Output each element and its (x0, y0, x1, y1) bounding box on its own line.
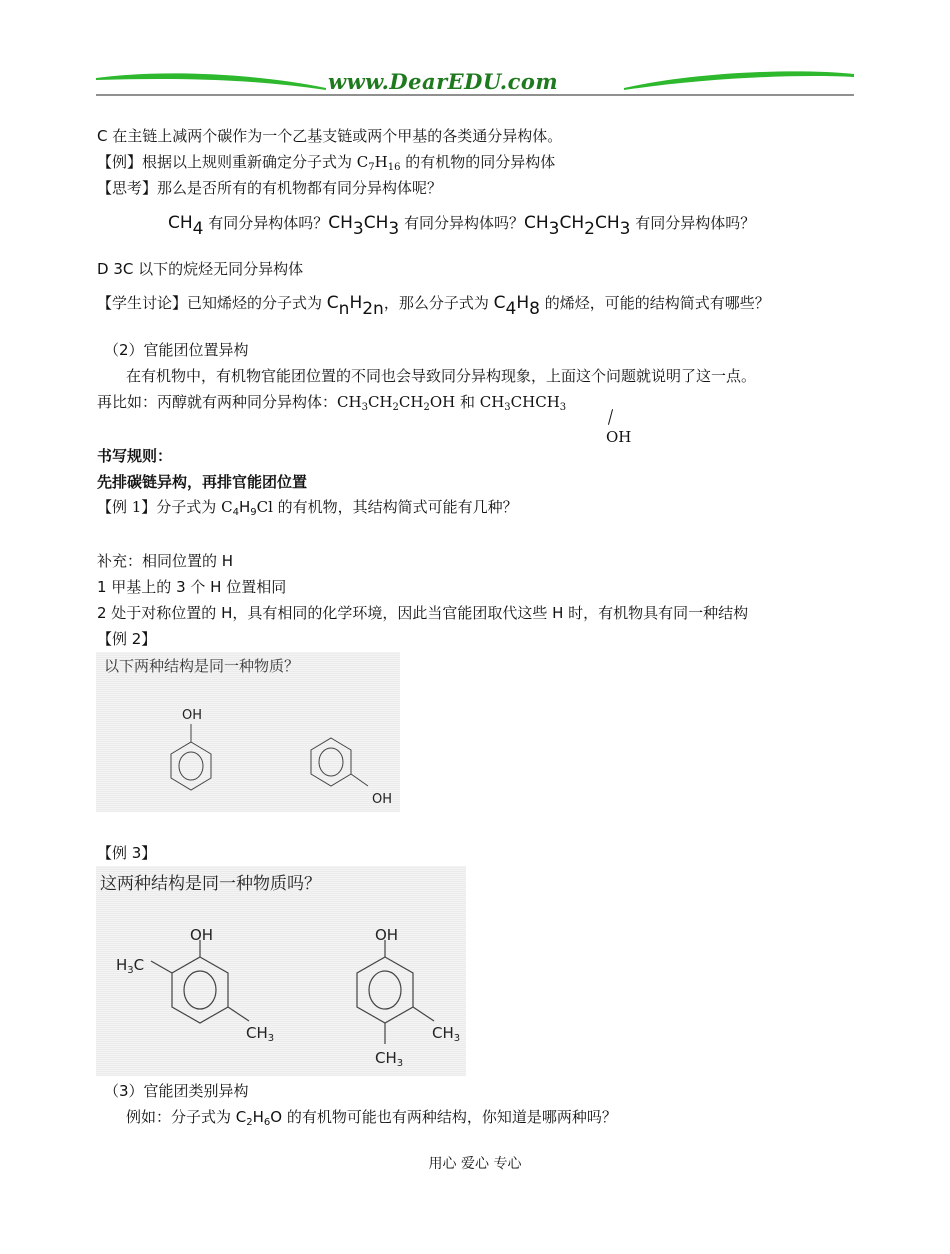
text-segment: 有同分异构体吗？ (399, 214, 525, 232)
subscript: 2n (362, 299, 384, 319)
figure-2-h3c-label: $H_3C$ (116, 956, 145, 976)
formula-part: CH (559, 213, 585, 233)
text-line-think: 【思考】那么是否所有的有机物都有同分异构体呢？ (97, 179, 443, 197)
subscript: 2 (246, 1117, 253, 1128)
propanol-oh-label: OH (606, 428, 632, 446)
subscript: 3 (352, 219, 364, 239)
formula-part: H (516, 293, 530, 313)
subscript: 4 (232, 507, 239, 518)
example-1-line (97, 497, 518, 517)
figure-2-ch3-right-side: $CH_3$ (432, 1024, 461, 1044)
text-line-1: C 在主链上减两个碳作为一个乙基支链或两个甲基的各类通分异构体。 (97, 127, 563, 145)
text-segment: 【例 1】分子式为 C (97, 498, 233, 516)
paragraph-line-2 (97, 392, 566, 412)
rules-body: 先排碳链异构，再排官能团位置 (97, 473, 308, 491)
subscript: 2 (584, 219, 595, 239)
subscript: 6 (263, 1117, 271, 1128)
text-segment: 再比如：丙醇就有两种同分异构体：CH (97, 393, 362, 411)
subscript: 3 (619, 219, 631, 239)
figure-2-ch3-right-bottom: $CH_3$ (375, 1049, 404, 1069)
subscript: n (338, 299, 350, 319)
text-segment: 有同分异构体吗？ (630, 214, 756, 232)
propanol-bond-line (608, 409, 613, 425)
propanol-formulas: $_3CH_2CH_2OH$ 和 $CH_3CHCH_3$ (361, 393, 567, 413)
formula-part: CH (328, 213, 353, 233)
subscript: 3 (388, 219, 400, 239)
formula-part: CH (524, 213, 549, 233)
text-segment: 的有机物的同分异构体 (400, 153, 556, 171)
text-segment: Cl 的有机物，其结构简式可能有几种？ (256, 498, 518, 516)
figure-1-oh-top: OH (182, 708, 203, 723)
text-segment: 【例】根据以上规则重新确定分子式为 C (97, 153, 369, 171)
subscript: 7 (368, 162, 375, 173)
supplement-title: 补充：相同位置的 H (97, 552, 234, 570)
text-segment: O 的有机物可能也有两种结构，你知道是哪两种吗？ (270, 1108, 617, 1126)
benzene-ring-structures (96, 652, 400, 812)
subscript: 8 (529, 299, 540, 319)
figure-phenol-comparison (96, 652, 400, 812)
supplement-item-2: 2 处于对称位置的 H，具有相同的化学环境，因此当官能团取代这些 H 时，有机物具有同一种结构 (97, 604, 749, 622)
figure-2-question: 这两种结构是同一种物质吗？ (100, 874, 321, 894)
formula-part: CH (594, 213, 620, 233)
formula-part: H (238, 498, 251, 516)
formula-part: C (493, 293, 506, 313)
text-line-example (97, 152, 555, 172)
subscript: 16 (387, 162, 401, 173)
section-heading-2: （2）官能团位置异构 (104, 341, 249, 359)
dimethylphenol-structures (96, 866, 466, 1076)
formula-part: CH (363, 213, 389, 233)
text-line-d: D 3C 以下的烷烃无同分异构体 (97, 260, 304, 278)
subscript: 9 (250, 507, 257, 518)
example-3-label: 【例 3】 (97, 844, 157, 862)
figure-1-question: 以下两种结构是同一种物质？ (104, 657, 300, 675)
supplement-item-1: 1 甲基上的 3 个 H 位置相同 (97, 578, 287, 596)
figure-cresol-comparison (96, 866, 466, 1076)
text-segment: 有同分异构体吗？ (203, 214, 329, 232)
text-segment: H (374, 153, 388, 171)
example-2-label: 【例 2】 (97, 630, 157, 648)
text-segment: 例如：分子式为 C (126, 1108, 247, 1126)
text-segment: ，那么分子式为 (383, 294, 494, 312)
text-line-discussion (97, 293, 770, 319)
formula-part: H (349, 293, 363, 313)
page-footer: 用心 爱心 专心 (428, 1156, 522, 1172)
text-segment: 的烯烃，可能的结构简式有哪些？ (539, 294, 770, 312)
subscript: 4 (192, 219, 204, 239)
text-segment: 【学生讨论】已知烯烃的分子式为 (97, 294, 327, 312)
formula-part: C (326, 293, 339, 313)
isomer-question-line (168, 213, 756, 239)
figure-2-ch3-left: $CH_3$ (246, 1024, 275, 1044)
rules-title: 书写规则： (97, 447, 173, 465)
subscript: 3 (548, 219, 560, 239)
figure-2-oh-right: OH (375, 926, 399, 944)
section-heading-3: （3）官能团类别异构 (104, 1082, 249, 1100)
formula-part: H (252, 1108, 264, 1126)
figure-1-oh-meta: OH (372, 792, 393, 807)
paragraph-line-1: 在有机物中，有机物官能团位置的不同也会导致同分异构现象，上面这个问题就说明了这一点。 (126, 367, 757, 385)
header-logo-text: www.DearEDU.com (328, 69, 559, 94)
figure-2-oh-left: OH (190, 926, 214, 944)
subscript: 4 (505, 299, 517, 319)
header-banner (96, 64, 854, 98)
formula-part: CH (168, 213, 193, 233)
example-4-line (126, 1107, 617, 1127)
